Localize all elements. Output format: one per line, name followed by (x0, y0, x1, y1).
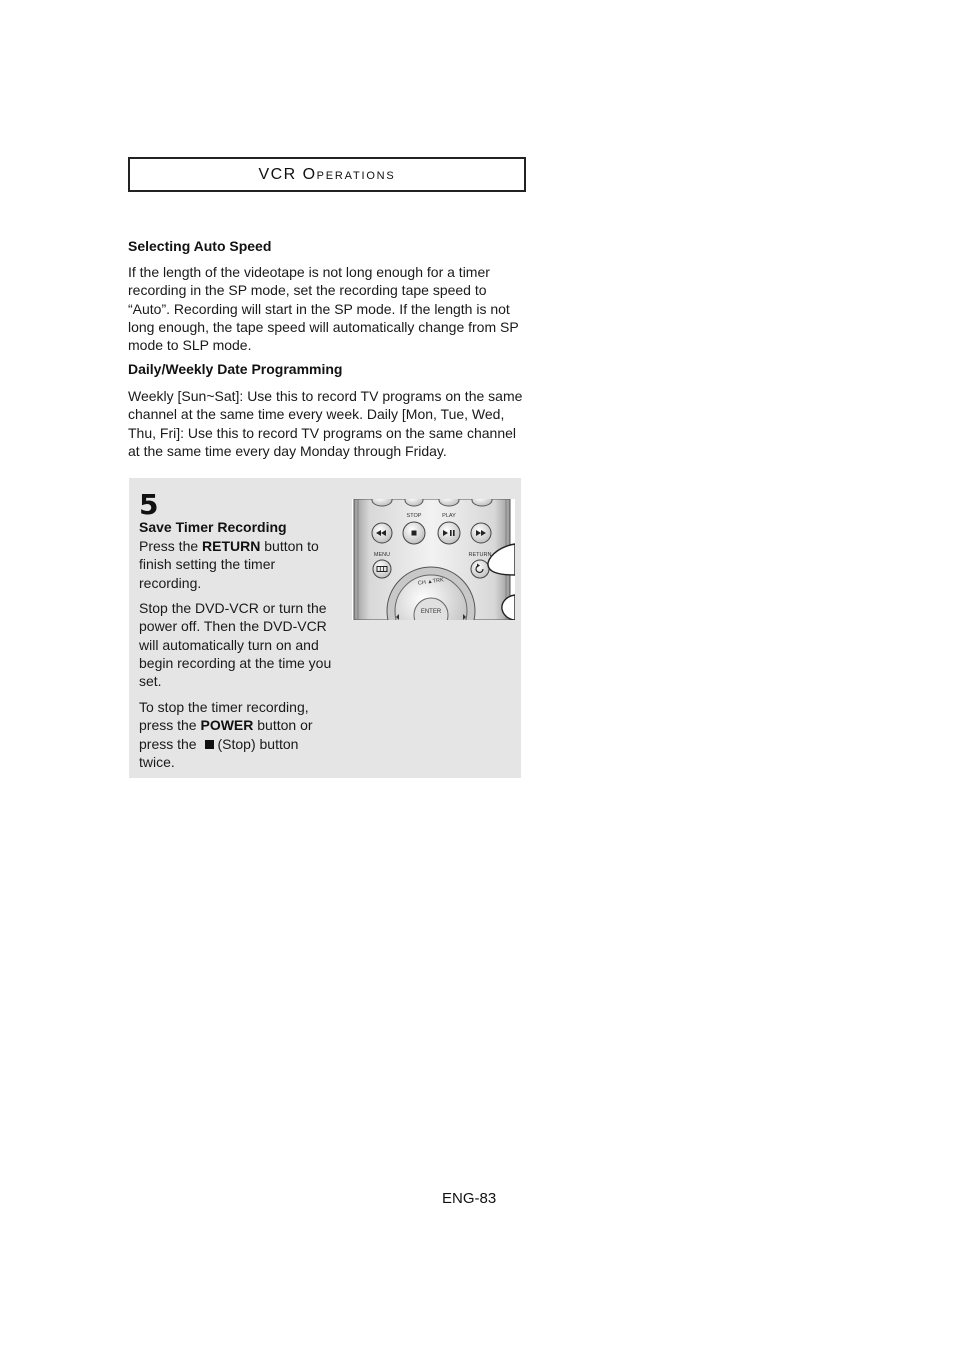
step-panel (129, 478, 521, 778)
remote-control-illustration (352, 499, 515, 620)
page-number: ENG-83 (442, 1190, 497, 1207)
heading-auto-speed: Selecting Auto Speed (128, 238, 272, 254)
remote-stop-button (403, 522, 425, 544)
section-header-title: VCR OPERATIONS (258, 165, 396, 183)
remote-return-button (471, 560, 489, 578)
remote-return-label: RETURN (468, 552, 492, 558)
heading-daily-weekly: Daily/Weekly Date Programming (128, 361, 343, 377)
remote-menu-label: MENU (373, 552, 391, 558)
remote-enter-label: ENTER (420, 609, 442, 615)
paragraph-daily-weekly: Weekly [Sun~Sat]: Use this to record TV programs on the same channel at the same time every week. Daily [Mon, Tue, Wed, Thu, Fri]: Use this to record TV programs on the same channel at the same time every day Monday through Friday. (128, 388, 523, 459)
stop-icon (205, 740, 214, 749)
remote-play-label: PLAY (442, 513, 456, 519)
remote-play-pause-button (438, 522, 460, 544)
remote-stop-label: STOP (406, 513, 422, 519)
step-paragraph-auto-on: Stop the DVD-VCR or turn the power off. Then the DVD-VCR will automatically turn on and begin recording at the time you set. (139, 600, 332, 690)
paragraph-auto-speed: If the length of the videotape is not long enough for a timer recording in the SP mode, set the recording tape speed to “Auto”. Recording will start in the SP mode. If the length is not long enough, the tape speed will automatically change from SP mode to SLP mode. (128, 264, 519, 354)
section-header (128, 157, 526, 192)
remote-fast-forward-button (471, 523, 491, 543)
step-number: 5 (139, 488, 159, 521)
remote-rewind-button (372, 523, 392, 543)
remote-menu-button (373, 560, 391, 578)
step-paragraph-return: Press the RETURN button to finish setting the timer recording. (139, 538, 319, 591)
step-paragraph-stop: To stop the timer recording, press the POWER button or press the (Stop) button twice. (139, 699, 313, 770)
remote-ch-trk-label: CH ▲TRK (417, 577, 445, 587)
step-title: Save Timer Recording (139, 519, 287, 535)
